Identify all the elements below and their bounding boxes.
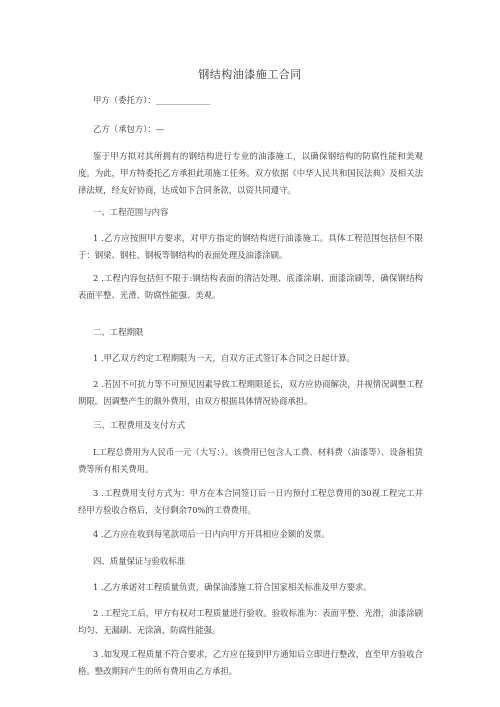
scope-item-1: 1 .乙方应按照甲方要求，对甲方指定的钢结构进行油漆施工。具体工程范围包括但不限于：钢梁、钢柱、钢板等钢结构的表面处理及油漆涂刷。 bbox=[78, 233, 423, 260]
section-heading-scope: 一、工程范围与内容 bbox=[93, 207, 169, 217]
quality-item-3: 3 .如发现工程质量不符合要求，乙方应在接到甲方通知后立即进行整改，直至甲方验收合格。整改期间产生的所有费用由乙方承担。 bbox=[78, 649, 423, 676]
period-item-1: 1 .甲乙双方约定工程期限为一天，自双方正式签订本合同之日起计算。 bbox=[93, 353, 355, 363]
section-heading-quality: 四、质量保证与验收标准 bbox=[93, 556, 186, 566]
payment-item-4: 4 .乙方应在收到每笔款项后一日内向甲方开具相应金额的发票。 bbox=[93, 529, 330, 539]
section-heading-period: 二、工程期限 bbox=[93, 327, 144, 337]
party-a-line: 甲方（委托方）：_____________ bbox=[93, 95, 211, 105]
period-item-2: 2 .若因不可抗力等不可预见因素导致工程期限延长，双方应协商解决，并视情况调整工程期限。因调整产生的额外费用，由双方根据具体情况协商承担。 bbox=[78, 379, 423, 406]
document-title: 钢结构油漆施工合同 bbox=[198, 68, 302, 81]
preamble-paragraph: 鉴于甲方拟对其所拥有的钢结构进行专业的油漆施工，以确保钢结构的防腐性能和美观度。为此，甲方特委托乙方承担此项施工任务。双方依据《中华人民共和国民法典》及相关法律法规，经友好协商，达成如下合同条款，以资共同遵守。 bbox=[78, 151, 423, 195]
payment-item-1: L工程总费用为人民币一元（大写：）。该费用已包含人工费、材料费（油漆等）、设备租赁费等所有相关费用。 bbox=[78, 447, 423, 474]
payment-item-3: 3 .工程费用支付方式为：甲方在本合同签订后一日内预付工程总费用的30视工程完工并经甲方验收合格后，支付剩余70%的工费费用。 bbox=[78, 488, 423, 515]
scope-item-2: 2 .工程内容包括但不限于:钢结构表面的清洁处理、底漆涂刷、面漆涂刷等，确保钢结构表面平整、光滑、防腐性能强、美观。 bbox=[78, 273, 423, 300]
section-heading-payment: 三、工程费用及支付方式 bbox=[93, 420, 186, 430]
quality-item-2: 2 .工程完工后，甲方有权对工程质量进行验收。验收标准为：表面平整、光滑，油漆涂刷均匀、无漏刷、无涂滴，防腐性能强。 bbox=[78, 608, 423, 635]
party-b-line: 乙方（承包方）：— bbox=[93, 124, 165, 134]
quality-item-1: 1 .乙方承诺对工程质量负责，确保油漆施工符合国家相关标准及甲方要求。 bbox=[93, 582, 372, 592]
